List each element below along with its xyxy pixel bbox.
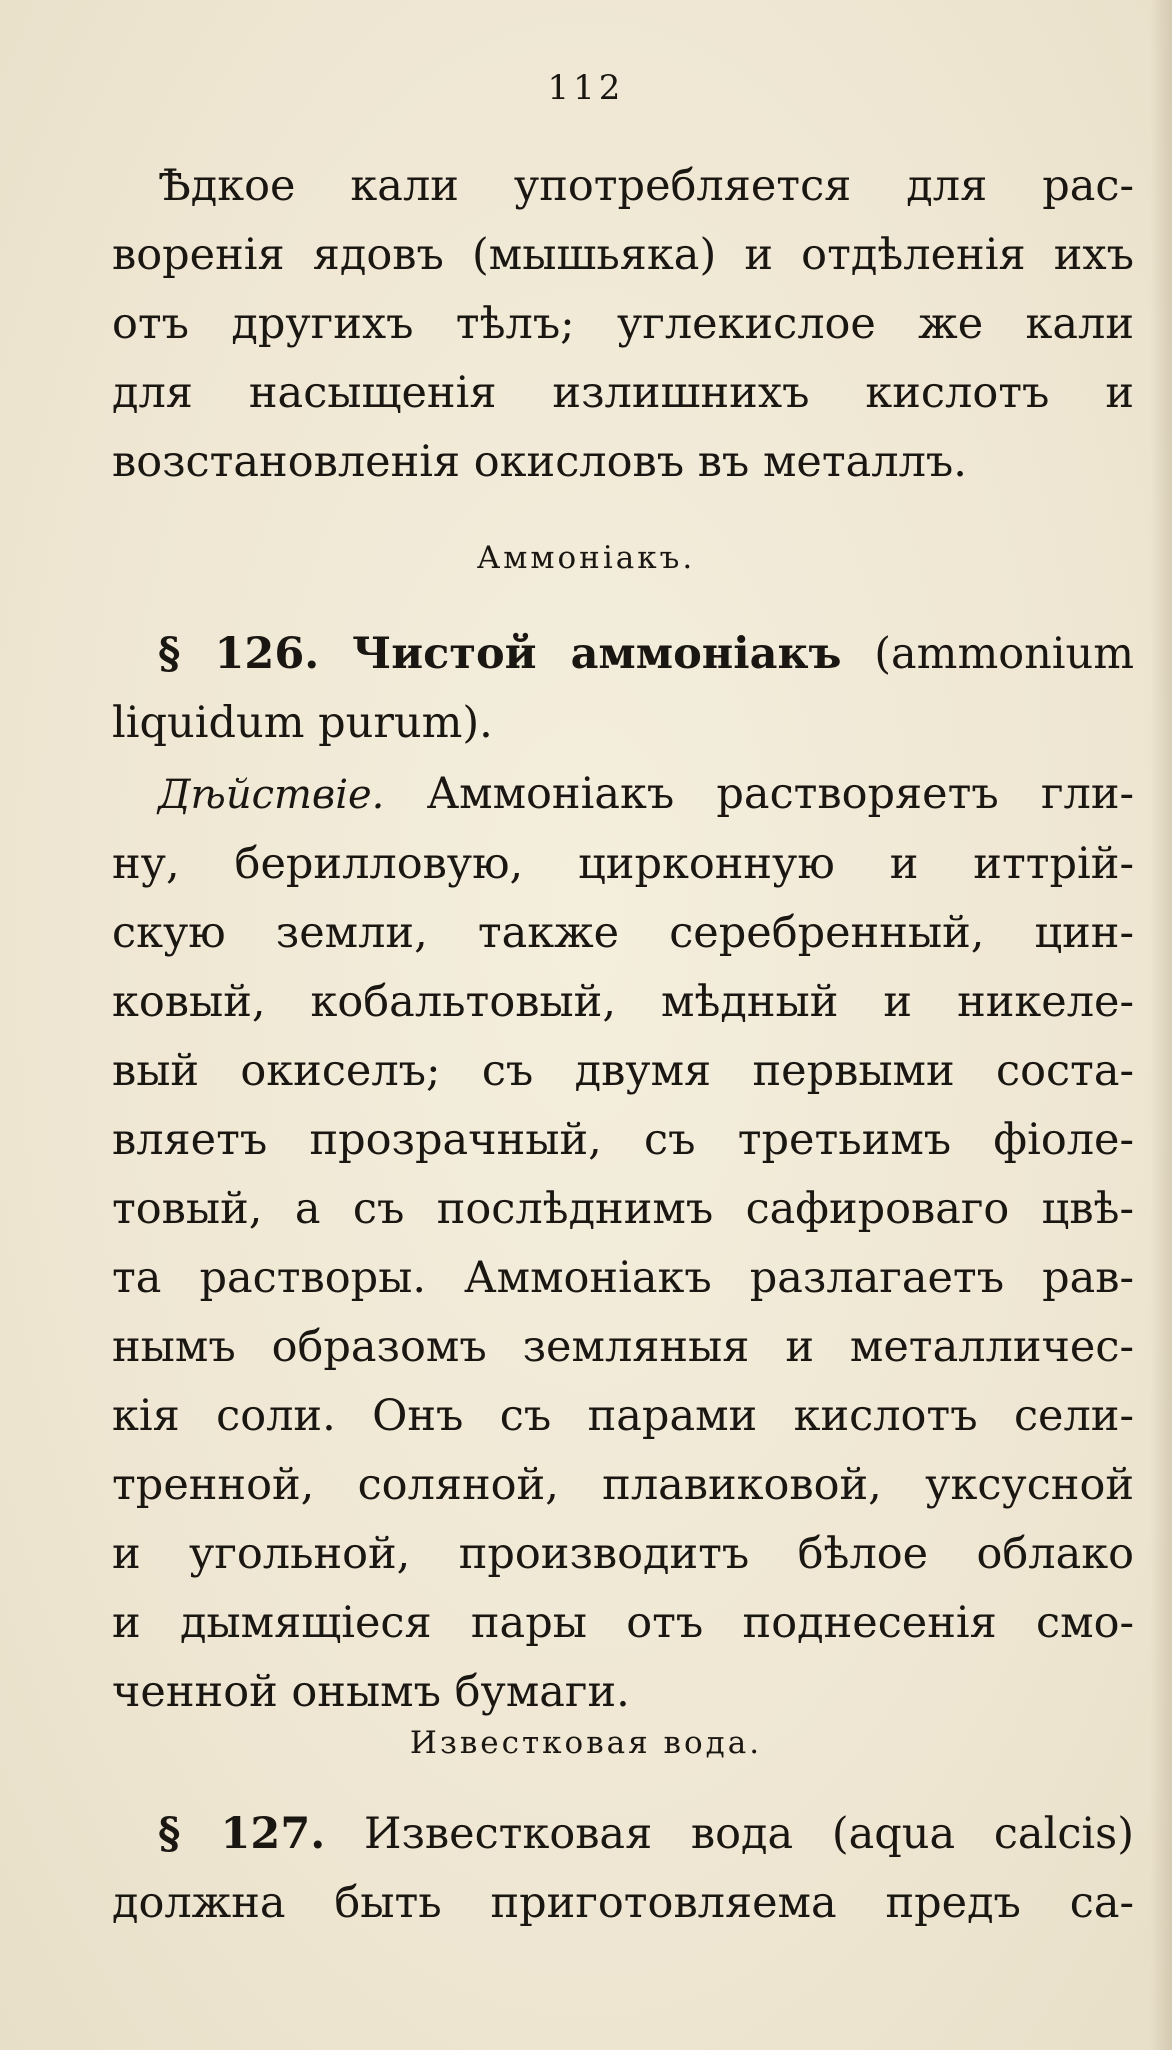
section-127 [112,1800,1134,1938]
action-line: нымъ образомъ земляныя и металличес- [112,1322,1134,1372]
intro-line: воренія ядовъ (мышьяка) и отдѣленія ихъ [112,230,1134,280]
section-heading-lime-water: Известковая вода. [409,1725,763,1761]
action-label: Дѣйствіе. [158,772,385,818]
section-126-title: Чистой аммоніакъ [351,629,842,679]
section-126-mark: § 126. [158,629,320,679]
intro-line: возстановленія окисловъ въ металлъ. [112,437,967,487]
section-126-line-2: liquidum purum). [112,698,493,748]
action-line: тренной, соляной, плавиковой, уксусной [112,1460,1134,1510]
action-line-1-text: Аммоніакъ растворяетъ гли- [426,769,1135,819]
intro-line: для насыщенія излишнихъ кислотъ и [112,368,1134,418]
section-heading-ammoniak: Аммоніакъ. [476,540,696,576]
section-126 [112,620,1134,758]
action-line-1 [112,760,1134,830]
action-line: вляетъ прозрачный, съ третьимъ фіоле- [112,1115,1134,1165]
intro-line: Ѣдкое кали употребляется для рас- [158,161,1134,211]
section-126-latin: (ammonium [874,629,1135,679]
action-line: и дымящіеся пары отъ поднесенія смо- [112,1598,1134,1648]
intro-line: отъ другихъ тѣлъ; углекислое же кали [112,299,1134,349]
page-number: 112 [547,68,625,108]
action-line: ну, берилловую, цирконную и иттрій- [112,839,1134,889]
section-127-mark: § 127. [158,1809,326,1859]
action-line: скую земли, также серебренный, цин- [112,908,1134,958]
action-line: та растворы. Аммоніакъ разлагаетъ рав- [112,1253,1134,1303]
action-line: кія соли. Онъ съ парами кислотъ сели- [112,1391,1134,1441]
action-line: товый, а съ послѣднимъ сафироваго цвѣ- [112,1184,1134,1234]
intro-paragraph [112,152,1134,497]
section-127-line-2: должна быть приготовляема предъ са- [112,1878,1134,1928]
section-127-text: Известковая вода (aqua calcis) [363,1809,1134,1859]
action-line: ченной онымъ бумаги. [112,1667,630,1717]
action-paragraph [112,760,1134,1727]
section-127-line-1 [112,1800,1134,1869]
action-line: вый окиселъ; съ двумя первыми соста- [112,1046,1134,1096]
action-line: ковый, кобальтовый, мѣдный и никеле- [112,977,1134,1027]
section-126-line-1 [112,620,1134,689]
action-line: и угольной, производитъ бѣлое облако [112,1529,1134,1579]
